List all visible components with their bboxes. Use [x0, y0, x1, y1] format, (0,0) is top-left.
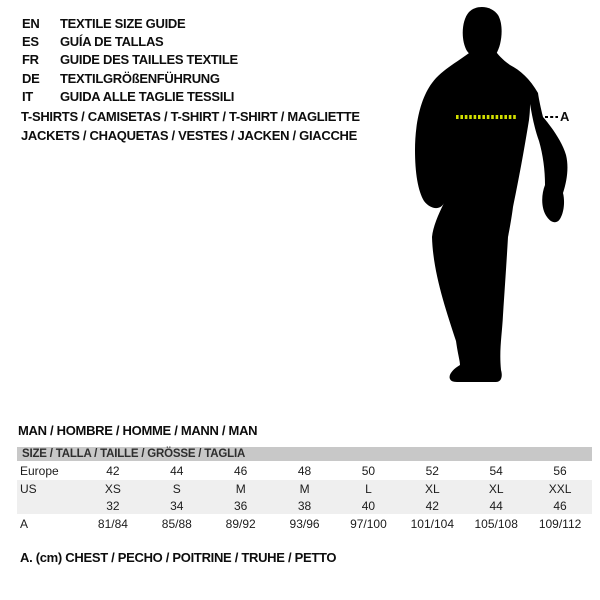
size-cell: 52 — [425, 463, 439, 478]
language-code: EN — [22, 15, 40, 31]
row-label: US — [20, 481, 37, 496]
size-cell: M — [235, 481, 246, 496]
size-table-header: SIZE / TALLA / TAILLE / GRÖSSE / TAGLIA — [17, 447, 592, 461]
language-row — [22, 69, 238, 87]
size-table-row — [17, 480, 592, 497]
size-cell: 54 — [489, 463, 503, 478]
size-cell: 40 — [361, 498, 376, 513]
size-cell: 46 — [234, 463, 248, 478]
size-cell: XL — [488, 481, 504, 496]
measure-a-label: A — [560, 109, 570, 124]
size-cell: L — [365, 481, 372, 496]
category-lines — [21, 108, 360, 145]
category-line-tshirts: T-SHIRTS / CAMISETAS / T-SHIRT / T-SHIRT / MAGLIETTE — [21, 109, 360, 124]
size-cell: 32 — [106, 498, 120, 513]
row-label: A — [20, 516, 29, 531]
language-label: TEXTILE SIZE GUIDE — [60, 15, 186, 31]
language-row — [22, 14, 238, 32]
size-cell: 44 — [489, 498, 503, 513]
size-cell: 109/112 — [538, 516, 582, 531]
size-cell: 97/100 — [350, 516, 387, 531]
language-code: DE — [22, 70, 40, 86]
size-table-row — [17, 514, 592, 533]
language-code: FR — [22, 52, 39, 68]
size-cell: 44 — [170, 463, 184, 478]
size-cell: 85/88 — [161, 516, 192, 531]
language-code: IT — [22, 88, 33, 104]
size-cell: S — [172, 481, 181, 496]
language-label: GUIDE DES TAILLES TEXTILE — [60, 52, 238, 68]
row-label: Europe — [20, 463, 59, 478]
size-table-row — [17, 497, 592, 514]
language-code: ES — [22, 33, 39, 49]
man-silhouette-figure — [400, 5, 575, 390]
size-cell: XXL — [548, 481, 572, 496]
man-heading: MAN / HOMBRE / HOMME / MANN / MAN — [18, 423, 258, 438]
chest-footnote: A. (cm) CHEST / PECHO / POITRINE / TRUHE / PETTO — [20, 550, 337, 565]
size-cell: 89/92 — [225, 516, 256, 531]
size-cell: 101/104 — [410, 516, 454, 531]
size-cell: M — [299, 481, 310, 496]
language-row — [22, 51, 238, 69]
size-cell: 38 — [297, 498, 312, 513]
category-line-jackets: JACKETS / CHAQUETAS / VESTES / JACKEN / GIACCHE — [21, 127, 357, 143]
size-cell: XL — [424, 481, 440, 496]
size-table-row — [17, 461, 592, 480]
size-cell: 81/84 — [97, 516, 128, 531]
size-cell: 36 — [234, 498, 248, 513]
language-row — [22, 87, 238, 105]
size-cell: 46 — [553, 498, 567, 513]
size-cell: 93/96 — [289, 516, 320, 531]
size-cell: 34 — [170, 498, 184, 513]
size-table-body — [17, 461, 592, 533]
size-cell: 50 — [361, 463, 376, 478]
size-cell: 105/108 — [474, 516, 518, 531]
language-label: TEXTILGRÖßENFÜHRUNG — [60, 70, 220, 86]
size-cell: 42 — [425, 498, 439, 513]
size-cell: 42 — [106, 463, 120, 478]
language-list — [22, 14, 238, 105]
size-table — [17, 447, 592, 533]
size-cell: 48 — [297, 463, 312, 478]
language-label: GUÍA DE TALLAS — [60, 33, 164, 49]
silhouette-body — [415, 49, 570, 382]
size-cell: XS — [104, 481, 121, 496]
size-cell: 56 — [553, 463, 567, 478]
language-label: GUIDA ALLE TAGLIE TESSILI — [60, 88, 235, 104]
language-row — [22, 32, 238, 50]
